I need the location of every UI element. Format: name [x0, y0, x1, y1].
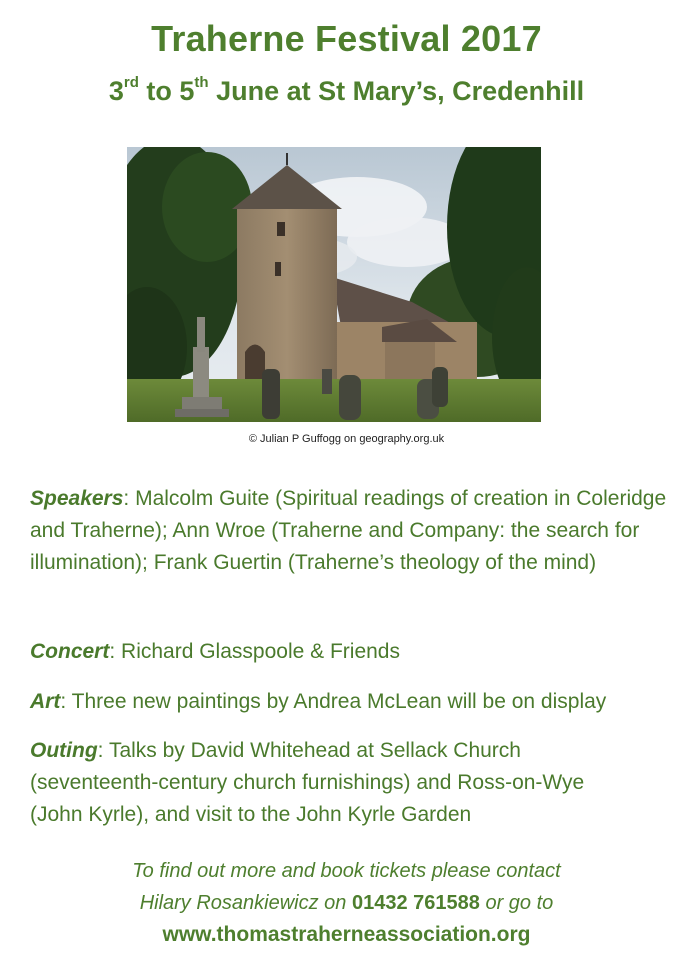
- art-text: : Three new paintings by Andrea McLean will be on display: [60, 690, 607, 713]
- contact-go-to: or go to: [479, 892, 554, 914]
- outing-label: Outing: [30, 739, 98, 762]
- contact-name: Hilary Rosankiewicz on: [139, 892, 352, 914]
- outing-paragraph: [30, 735, 630, 831]
- date-mid: to: [138, 76, 180, 106]
- contact-line-1: To find out more and book tickets please contact: [132, 860, 561, 882]
- festival-dates: [0, 76, 693, 107]
- photo-credit: © Julian P Guffogg on geography.org.uk: [248, 433, 445, 445]
- art-paragraph: [30, 686, 670, 718]
- date-start-suffix: rd: [123, 74, 139, 91]
- church-photo: [127, 147, 541, 422]
- date-end-suffix: th: [194, 74, 209, 91]
- art-label: Art: [30, 690, 61, 713]
- concert-label: Concert: [30, 640, 110, 663]
- outing-text: : Talks by David Whitehead at Sellack Church (seventeenth-century church furnishings) and Ross-on-Wye (John Kyrle), and visit to the John Kyrle Garden: [30, 739, 585, 826]
- speakers-label: Speakers: [30, 487, 124, 510]
- date-venue: June at St Mary’s, Credenhill: [208, 76, 585, 106]
- speakers-paragraph: [30, 483, 670, 579]
- speakers-text: : Malcolm Guite (Spiritual readings of creation in Coleridge and Traherne); Ann Wroe (Traherne and Company: the search for illumination); Frank Guertin (Traherne’s theology of the mind): [30, 487, 667, 574]
- contact-phone[interactable]: 01432 761588: [351, 892, 480, 914]
- festival-title: Traherne Festival 2017: [151, 18, 542, 59]
- contact-line-2: [0, 892, 693, 915]
- date-end-day: 5: [179, 76, 195, 106]
- concert-text: : Richard Glasspoole & Friends: [109, 640, 400, 663]
- concert-paragraph: [30, 636, 670, 668]
- date-start-day: 3: [108, 76, 124, 106]
- website-link[interactable]: www.thomastraherneassociation.org: [162, 923, 531, 946]
